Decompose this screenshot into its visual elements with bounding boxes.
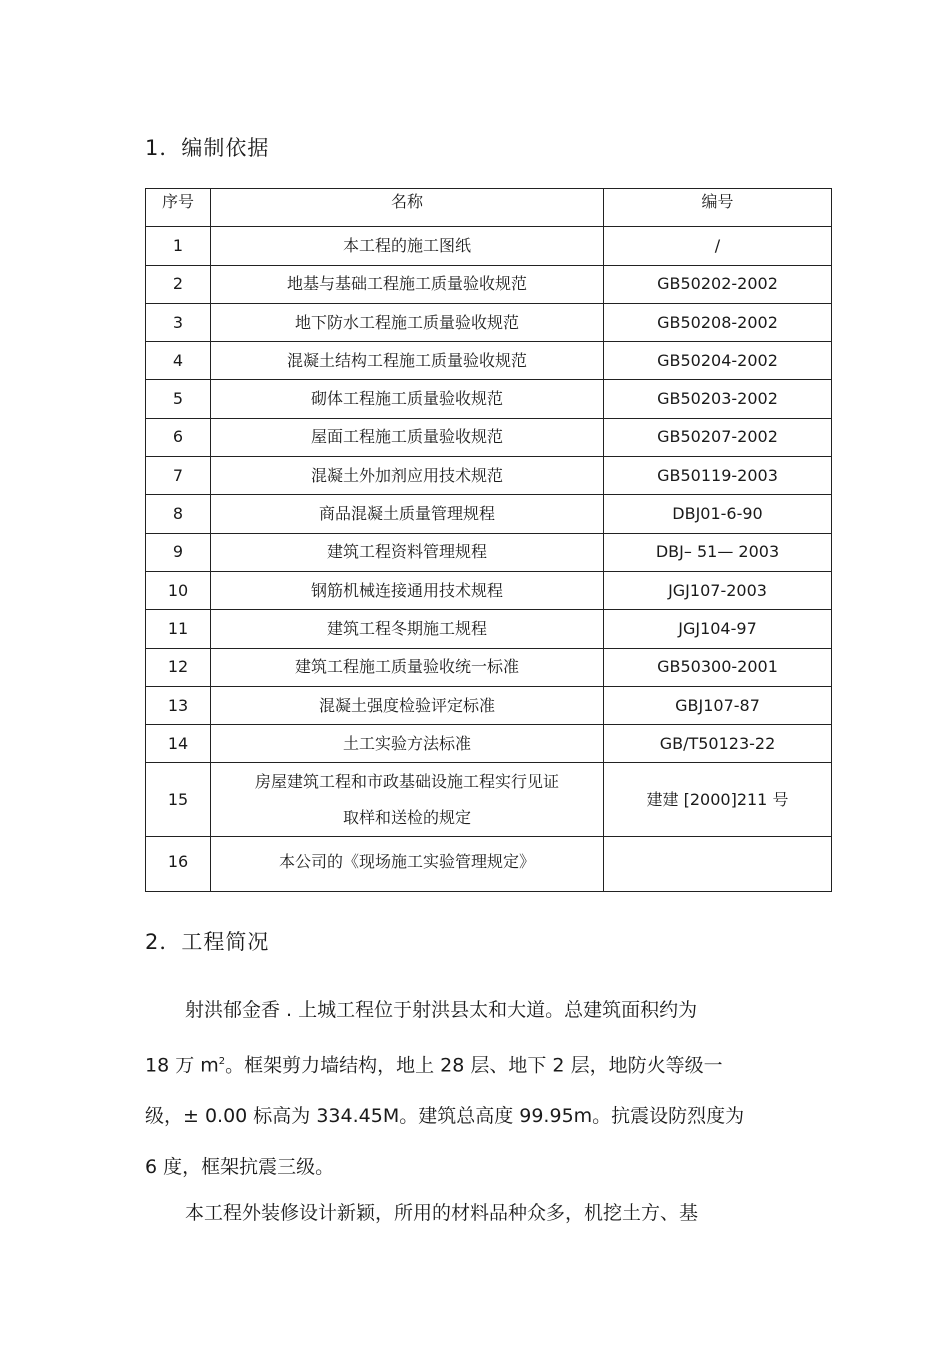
paragraph-line: 级，± 0.00 标高为 334.45M。建筑总高度 99.95m。抗震设防烈度为 [145, 1105, 745, 1128]
cell-name: 混凝土强度检验评定标准 [211, 686, 604, 724]
cell-no: 4 [146, 342, 211, 380]
superscript-2: 2 [218, 1056, 226, 1067]
cell-code: / [604, 227, 832, 265]
cell-code [604, 837, 832, 892]
cell-name: 混凝土外加剂应用技术规范 [211, 457, 604, 495]
cell-no: 5 [146, 380, 211, 418]
cell-name: 混凝土结构工程施工质量验收规范 [211, 342, 604, 380]
cell-name: 建筑工程冬期施工规程 [211, 610, 604, 648]
cell-name-line: 取样和送检的规定 [342, 807, 471, 827]
table-row [146, 837, 832, 892]
table-row [146, 686, 832, 724]
section-1-heading: 1．编制依据 [145, 136, 270, 160]
cell-code: GB50202-2002 [604, 265, 832, 303]
header-code: 编号 [604, 189, 832, 227]
section-2-heading: 2．工程简况 [145, 930, 270, 954]
paragraph-line: 18 万 m [145, 1054, 219, 1077]
cell-name: 地基与基础工程施工质量验收规范 [211, 265, 604, 303]
table-row [146, 495, 832, 533]
cell-no: 11 [146, 610, 211, 648]
table-row [146, 342, 832, 380]
reference-table [145, 188, 832, 892]
paragraph-line: 6 度，框架抗震三级。 [145, 1156, 335, 1179]
cell-name [211, 763, 604, 837]
cell-name: 地下防水工程施工质量验收规范 [211, 303, 604, 341]
cell-name: 商品混凝土质量管理规程 [211, 495, 604, 533]
cell-name: 屋面工程施工质量验收规范 [211, 418, 604, 456]
cell-no: 7 [146, 457, 211, 495]
cell-code: 建建 [2000]211 号 [604, 763, 832, 837]
cell-code: DBJ– 51— 2003 [604, 533, 832, 571]
decoration-paragraph [145, 1188, 805, 1239]
cell-code: GB50204-2002 [604, 342, 832, 380]
cell-code: GBJ107-87 [604, 686, 832, 724]
table-row [146, 763, 832, 837]
cell-no: 12 [146, 648, 211, 686]
cell-no: 8 [146, 495, 211, 533]
table-row [146, 380, 832, 418]
table-row [146, 418, 832, 456]
table-row [146, 725, 832, 763]
paragraph-line: 射洪郁金香 . 上城工程位于射洪县太和大道。总建筑面积约为 [185, 999, 698, 1021]
project-overview-paragraph [145, 985, 805, 1193]
table-row [146, 227, 832, 265]
cell-no: 6 [146, 418, 211, 456]
cell-no: 10 [146, 571, 211, 609]
cell-no: 14 [146, 725, 211, 763]
cell-no: 13 [146, 686, 211, 724]
cell-name: 本公司的《现场施工实验管理规定》 [211, 837, 604, 892]
cell-name: 建筑工程施工质量验收统一标准 [211, 648, 604, 686]
cell-no: 2 [146, 265, 211, 303]
cell-code: JGJ107-2003 [604, 571, 832, 609]
cell-code: GB50119-2003 [604, 457, 832, 495]
cell-name: 本工程的施工图纸 [211, 227, 604, 265]
cell-name: 建筑工程资料管理规程 [211, 533, 604, 571]
table-row [146, 303, 832, 341]
table-row [146, 610, 832, 648]
cell-no: 15 [146, 763, 211, 837]
cell-no: 16 [146, 837, 211, 892]
table-row [146, 457, 832, 495]
cell-code: GB50208-2002 [604, 303, 832, 341]
paragraph-line: 。框架剪力墙结构，地上 28 层、地下 2 层，地防火等级一 [225, 1054, 723, 1077]
cell-code: GB50207-2002 [604, 418, 832, 456]
cell-no: 1 [146, 227, 211, 265]
cell-no: 3 [146, 303, 211, 341]
paragraph-line: 本工程外装修设计新颖，所用的材料品种众多，机挖土方、基 [185, 1202, 699, 1224]
table-row [146, 533, 832, 571]
table-header-row [146, 189, 832, 227]
cell-no: 9 [146, 533, 211, 571]
table-row [146, 648, 832, 686]
cell-name: 砌体工程施工质量验收规范 [211, 380, 604, 418]
cell-name-line: 房屋建筑工程和市政基础设施工程实行见证 [254, 771, 559, 791]
cell-code: DBJ01-6-90 [604, 495, 832, 533]
cell-code: GB50300-2001 [604, 648, 832, 686]
header-name: 名称 [211, 189, 604, 227]
table-row [146, 571, 832, 609]
header-no: 序号 [146, 189, 211, 227]
table-row [146, 265, 832, 303]
cell-code: JGJ104-97 [604, 610, 832, 648]
cell-name: 土工实验方法标准 [211, 725, 604, 763]
cell-code: GB50203-2002 [604, 380, 832, 418]
cell-code: GB/T50123-22 [604, 725, 832, 763]
cell-name: 钢筋机械连接通用技术规程 [211, 571, 604, 609]
